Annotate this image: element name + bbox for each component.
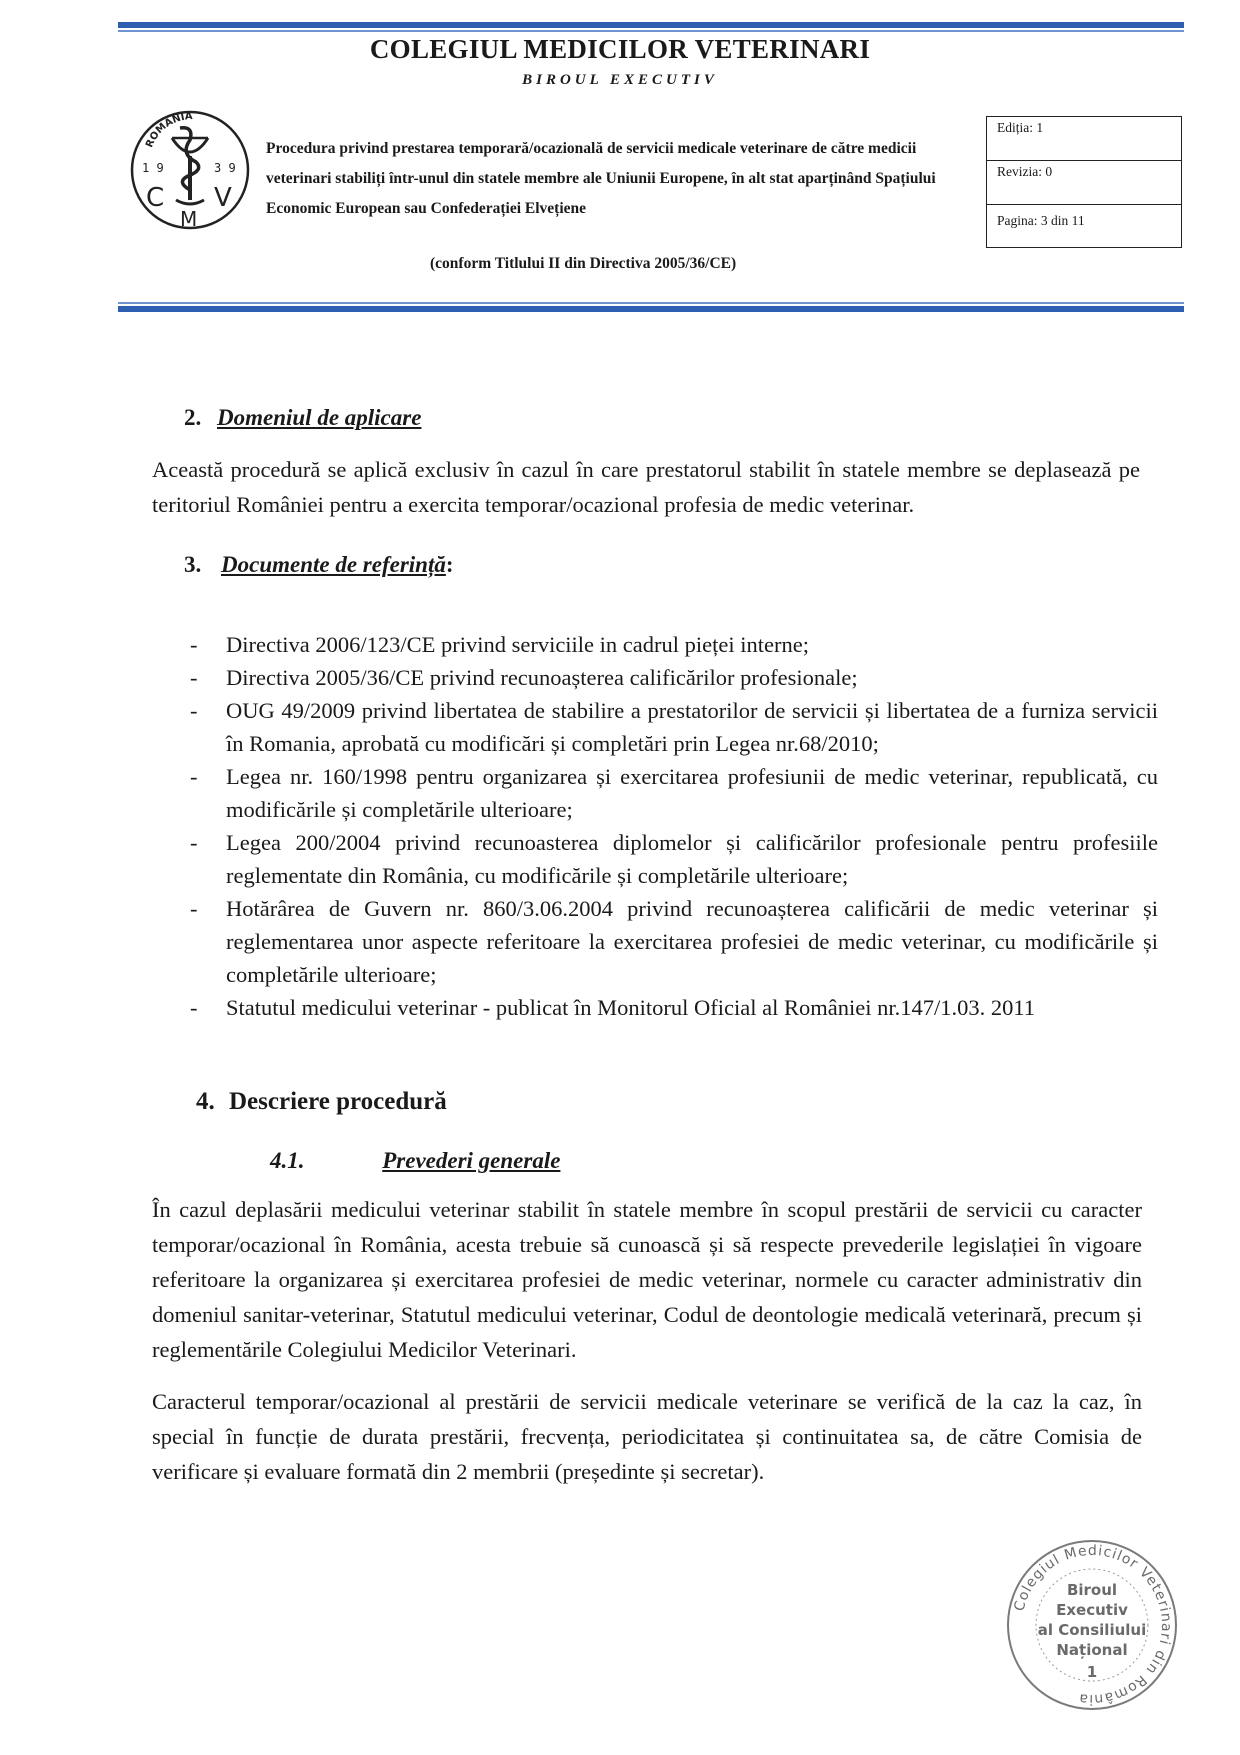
reference-document: Legea nr. 160/1998 pentru organizarea și exercitarea profesiunii de medic veterinar, republicată, cu modificările și completările ulterioare; bbox=[226, 764, 1158, 822]
official-stamp bbox=[1004, 1537, 1180, 1713]
reference-document: Hotărârea de Guvern nr. 860/3.06.2004 privind recunoașterea calificării de medic veterinar și reglementarea unor aspecte referitoare la exercitarea profesiei de medic veterinar, cu modificările și completările ulterioare; bbox=[226, 896, 1158, 987]
info-revizia: Revizia: 0 bbox=[987, 161, 1181, 205]
cmv-logo bbox=[128, 104, 252, 236]
reference-document: Legea 200/2004 privind recunoasterea diplomelor și calificărilor profesionale pentru profesiile reglementate din România, cu modificările și completările ulterioare; bbox=[226, 830, 1158, 888]
section-4-1-heading bbox=[270, 1148, 560, 1174]
list-item: - Statutul medicului veterinar - publicat în Monitorul Oficial al României nr.147/1.03. 2011 bbox=[190, 995, 1036, 1020]
section-2-text: Această procedură se aplică exclusiv în cazul în care prestatorul stabilit în statele membre se deplasează pe teritoriul României pentru a exercita temporar/ocazional profesia de medic veterinar. bbox=[152, 457, 1140, 517]
logo-letter-c: C bbox=[146, 183, 165, 213]
section-3-number: 3. bbox=[184, 552, 202, 577]
section-3-colon: : bbox=[445, 552, 454, 577]
list-item: - Directiva 2006/123/CE privind serviciile in cadrul pieței interne; bbox=[190, 632, 809, 657]
list-item: - Hotărârea de Guvern nr. 860/3.06.2004 privind recunoașterea calificării de medic veterinar și reglementarea unor aspecte referitoare la exercitarea profesiei de medic veterinar, cu modificările și completările ulterioare; bbox=[190, 896, 1158, 987]
section-3-heading bbox=[184, 552, 454, 578]
stamp-ring-text: Colegiul Medicilor Veterinari din România bbox=[1011, 1542, 1175, 1708]
stamp-line-3: al Consiliului bbox=[1037, 1621, 1147, 1639]
document-info-box bbox=[986, 116, 1182, 248]
section-4-1-number: 4.1. bbox=[270, 1148, 305, 1173]
svg-text:ROMANIA bbox=[144, 111, 193, 149]
section-2-title: Domeniul de aplicare bbox=[217, 405, 422, 430]
header-subtitle: BIROUL EXECUTIV bbox=[522, 72, 718, 88]
list-item: - Legea 200/2004 privind recunoasterea diplomelor și calificărilor profesionale pentru profesiile reglementate din România, cu modificările și completările ulterioare; bbox=[190, 830, 1158, 888]
section-4-title: Descriere procedură bbox=[229, 1088, 447, 1115]
procedure-title: Procedura privind prestarea temporară/ocazională de servicii medicale veterinare de către medicii veterinari stabiliți într-unul din statele membre ale Uniunii Europene, în alt stat aparținând Spațiului Economic European sau Confederației Elvețiene bbox=[266, 140, 936, 217]
header-bottom-rule bbox=[118, 306, 1184, 312]
header-top-rule bbox=[118, 22, 1184, 28]
section-4-heading bbox=[196, 1088, 447, 1116]
reference-documents-list bbox=[182, 628, 1158, 1024]
reference-document: OUG 49/2009 privind libertatea de stabilire a prestatorilor de servicii și libertatea de a furniza servicii în Romania, aprobată cu modificări și completări prin Legea nr.68/2010; bbox=[226, 698, 1158, 756]
reference-document: Directiva 2006/123/CE privind serviciile in cadrul pieței interne; bbox=[226, 632, 809, 657]
section-3-title: Documente de referință bbox=[221, 552, 446, 577]
stamp-line-5: 1 bbox=[1086, 1663, 1098, 1681]
reference-document: Statutul medicului veterinar - publicat în Monitorul Oficial al României nr.147/1.03. 2011 bbox=[226, 995, 1036, 1020]
stamp-line-4: Național bbox=[1056, 1641, 1128, 1659]
section-2-heading bbox=[184, 405, 421, 431]
list-item: - OUG 49/2009 privind libertatea de stabilire a prestatorilor de servicii și libertatea de a furniza servicii în Romania, aprobată cu modificări și completări prin Legea nr.68/2010; bbox=[190, 698, 1158, 756]
section-4-1-title: Prevederi generale bbox=[382, 1148, 561, 1173]
header-bottom-rule-thin bbox=[118, 302, 1184, 304]
info-pagina: Pagina: 3 din 11 bbox=[997, 213, 1085, 228]
logo-arc-text: ROMANIA bbox=[144, 111, 193, 150]
list-item: - Legea nr. 160/1998 pentru organizarea și exercitarea profesiunii de medic veterinar, republicată, cu modificările și completările ulterioare; bbox=[190, 764, 1158, 822]
logo-letter-m: M bbox=[180, 207, 198, 231]
section-4-1-paragraph-1: În cazul deplasării medicului veterinar stabilit în statele membre în scopul prestării de servicii cu caracter temporar/ocazional în România, acesta trebuie să cunoască și să respecte prevederile legislației în vigoare referitoare la organizarea și exercitarea profesiei de medic veterinar, normele cu caracter administrativ din domeniul sanitar-veterinar, Statutul medicului veterinar, Codul de deontologie medicală veterinară, precum și reglementările Colegiului Medicilor Veterinari. bbox=[152, 1197, 1142, 1362]
logo-year-right: 3 9 bbox=[214, 161, 236, 175]
header-top-rule-thin bbox=[118, 30, 1184, 32]
logo-year-left: 1 9 bbox=[142, 161, 164, 175]
header-title: COLEGIUL MEDICILOR VETERINARI bbox=[369, 34, 871, 64]
reference-document: Directiva 2005/36/CE privind recunoașterea calificărilor profesionale; bbox=[226, 665, 858, 690]
conform-directive: (conform Titlului II din Directiva 2005/36/CE) bbox=[430, 255, 737, 272]
stamp-line-2: Executiv bbox=[1056, 1601, 1128, 1619]
stamp-line-1: Biroul bbox=[1066, 1581, 1118, 1599]
section-4-number: 4. bbox=[196, 1088, 215, 1115]
section-2-number: 2. bbox=[184, 405, 202, 430]
list-item: - Directiva 2005/36/CE privind recunoașterea calificărilor profesionale; bbox=[190, 665, 858, 690]
logo-letter-v: V bbox=[214, 183, 232, 213]
info-editia: Ediția: 1 bbox=[987, 117, 1181, 161]
section-4-1-paragraph-2: Caracterul temporar/ocazional al prestării de servicii medicale veterinare se verifică de la caz la caz, în special în funcție de durata prestării, frecvența, periodicitatea și continuitatea sa, de către Comisia de verificare și evaluare formată din 2 membrii (președinte și secretar). bbox=[152, 1389, 1142, 1484]
